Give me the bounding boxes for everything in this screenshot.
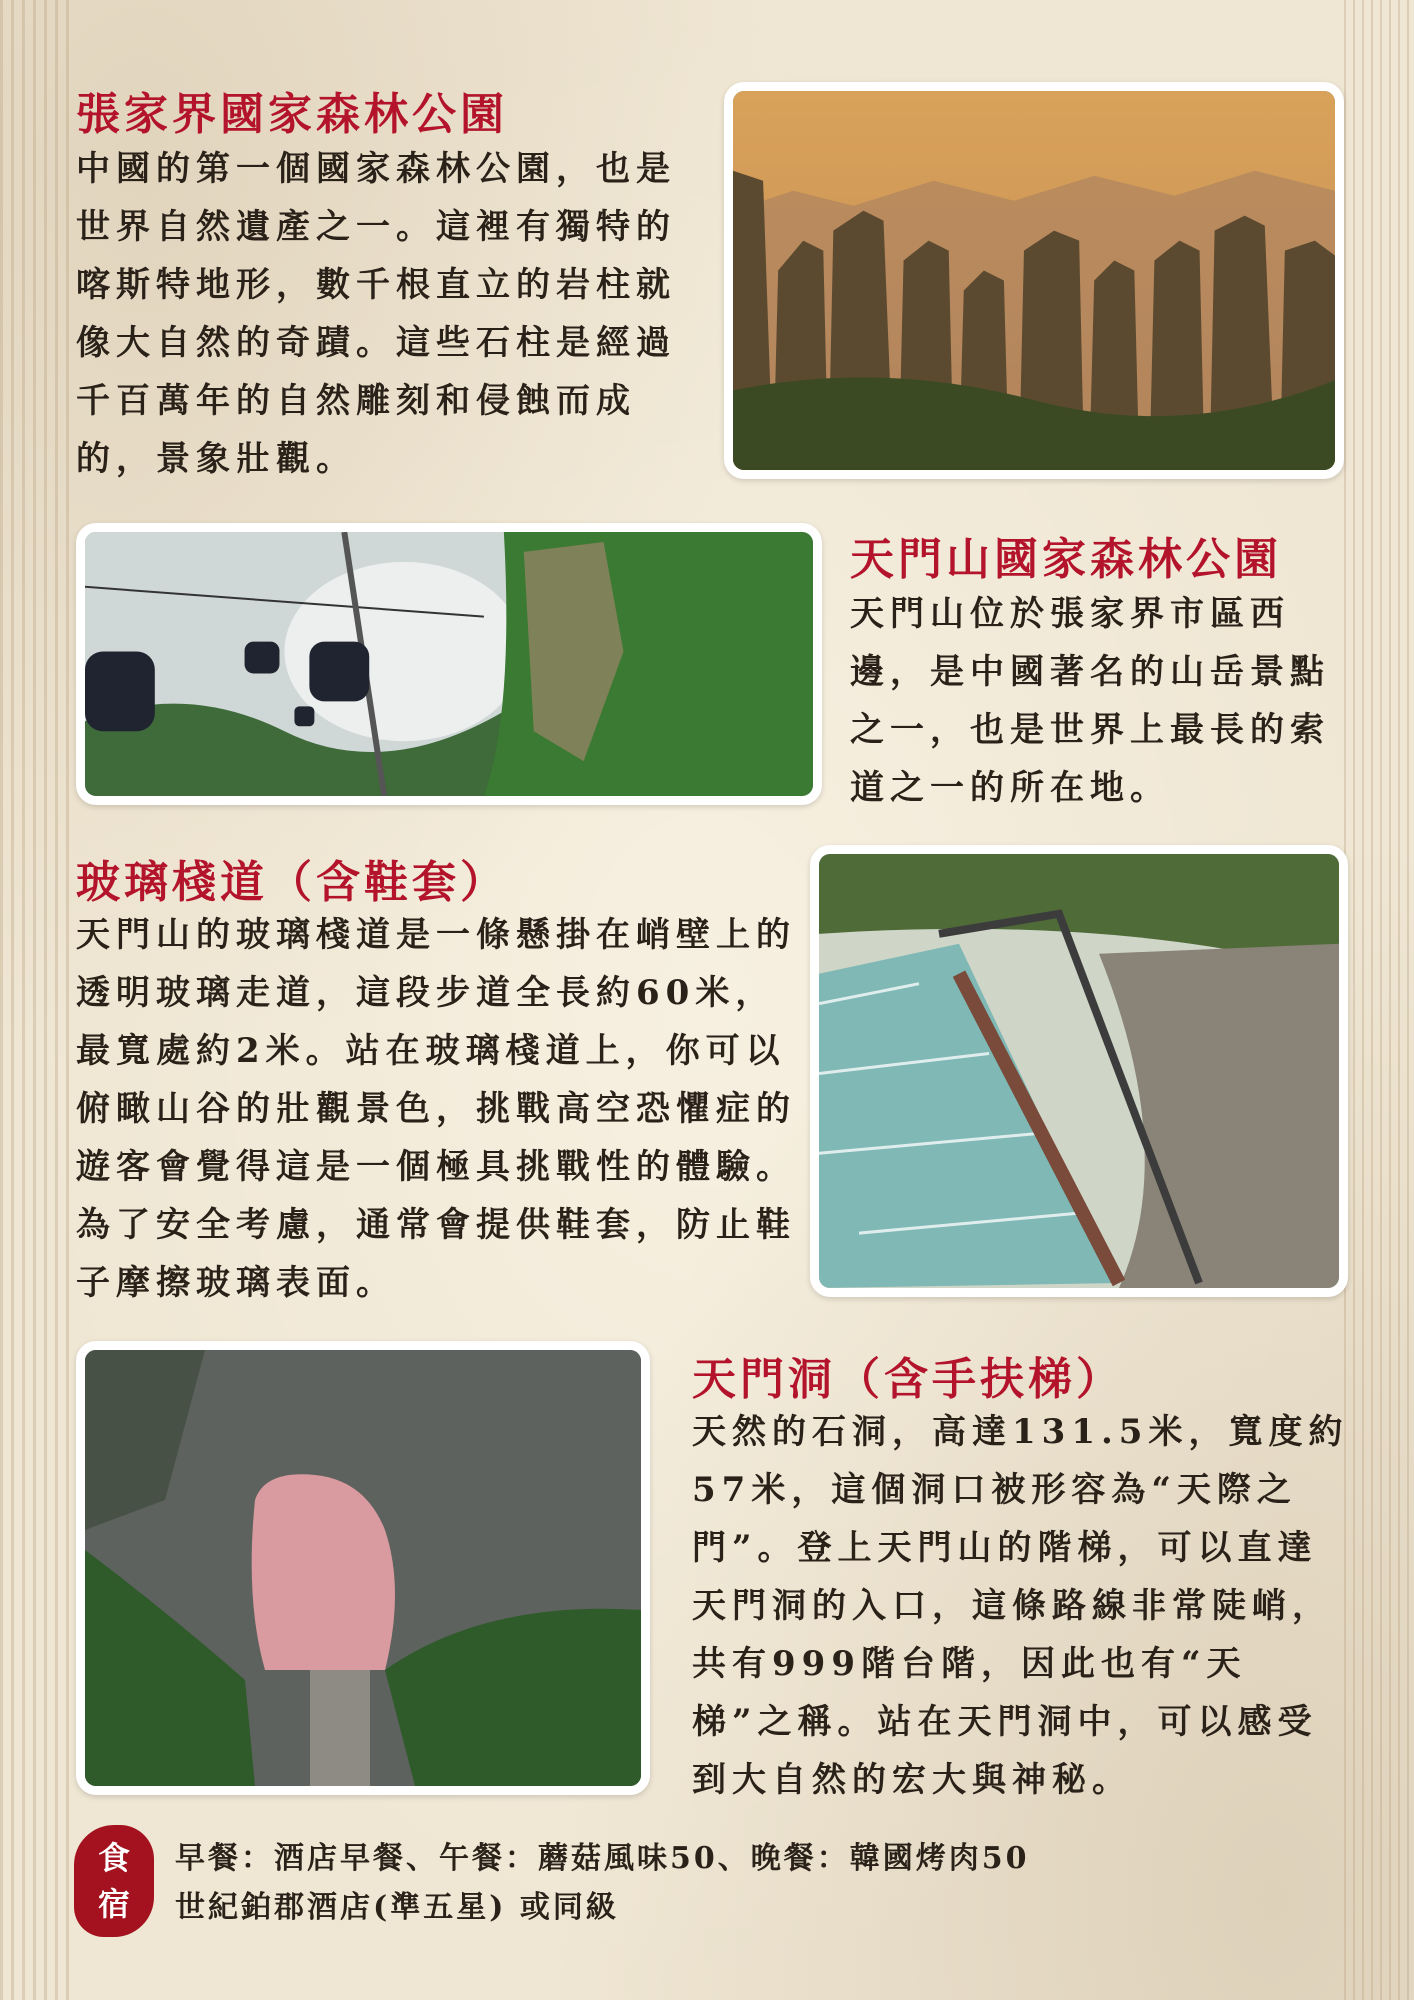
paper-edge-right xyxy=(1344,0,1414,2000)
section-text-zhangjiajie: 中國的第一個國家森林公園，也是世界自然遺產之一。這裡有獨特的喀斯特地形，數千根直立的岩柱就像大自然的奇蹟。這些石柱是經過千百萬年的自然雕刻和侵蝕而成的，景象壯觀。 xyxy=(76,149,676,479)
section-text-tianmen-cave: 天然的石洞，高達131.5米，寬度約57米，這個洞口被形容為“天際之門”。登上天門山的階梯，可以直達天門洞的入口，這條路線非常陡峭，共有999階台階，因此也有“天梯”之稱。站在天門洞中，可以感受到大自然的宏大與神秘。 xyxy=(692,1412,1349,1800)
meals-info: 早餐：酒店早餐、午餐：蘑菇風味50、晚餐：韓國烤肉50 xyxy=(175,1841,1030,1876)
photo-tianmen-cave xyxy=(76,1341,650,1795)
badge-food-char: 食 xyxy=(97,1839,130,1877)
hotel-info: 世紀鉑郡酒店(準五星) 或同級 xyxy=(175,1890,619,1925)
section-text-glass-walkway: 天門山的玻璃棧道是一條懸掛在峭壁上的透明玻璃走道，這段步道全長約60米，最寬處約2米。站在玻璃棧道上，你可以俯瞰山谷的壯觀景色，挑戰高空恐懼症的遊客會覺得這是一個極具挑戰性的體驗。為了安全考慮，通常會提供鞋套，防止鞋子摩擦玻璃表面。 xyxy=(76,915,796,1303)
photo-zhangjiajie-pillars xyxy=(724,82,1344,479)
section-title-glass-walkway: 玻璃棧道（含鞋套） xyxy=(76,857,508,908)
meal-lodging-badge xyxy=(74,1825,154,1937)
section-title-zhangjiajie: 張家界國家森林公園 xyxy=(76,89,508,140)
section-text-tianmen: 天門山位於張家界市區西邊，是中國著名的山岳景點之一，也是世界上最長的索道之一的所在地。 xyxy=(850,594,1330,808)
badge-lodging-char: 宿 xyxy=(97,1885,130,1923)
photo-glass-walkway xyxy=(810,845,1348,1297)
section-title-tianmen: 天門山國家森林公園 xyxy=(850,534,1282,585)
section-title-tianmen-cave: 天門洞（含手扶梯） xyxy=(692,1354,1124,1405)
paper-edge-left xyxy=(0,0,70,2000)
photo-tianmen-cable-car xyxy=(76,523,822,805)
